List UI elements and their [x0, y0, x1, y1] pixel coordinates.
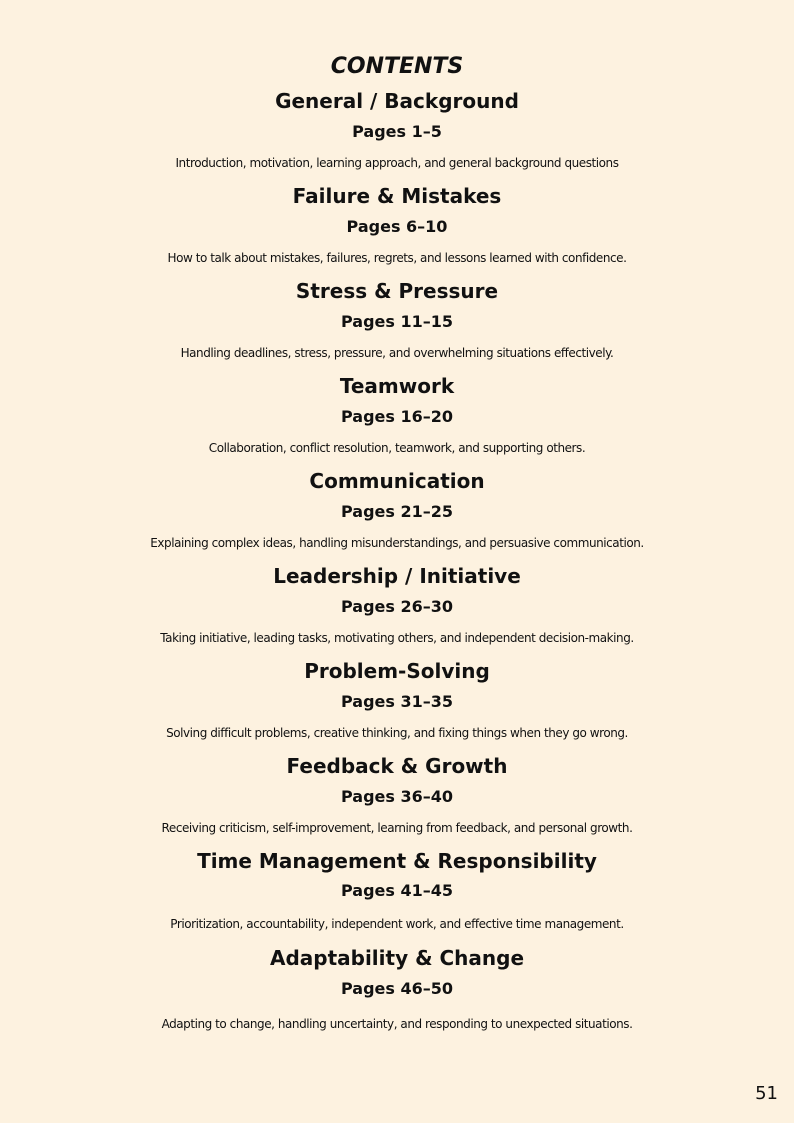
section-description: Solving difficult problems, creative thinking, and fixing things when they go wrong.: [166, 726, 628, 740]
section-page-range: Pages 16–20: [340, 407, 454, 426]
section-description: Taking initiative, leading tasks, motivating others, and independent decision-making.: [160, 631, 634, 645]
section-page-range: Pages 6–10: [346, 217, 448, 236]
section-heading: Feedback & Growth: [286, 754, 508, 778]
section-heading: Failure & Mistakes: [292, 184, 502, 208]
section-description: Handling deadlines, stress, pressure, and overwhelming situations effectively.: [180, 346, 614, 360]
section-description: Prioritization, accountability, independent work, and effective time management.: [170, 917, 624, 931]
section-page-range: Pages 41–45: [340, 881, 454, 900]
section-heading: Leadership / Initiative: [273, 564, 521, 588]
section-page-range: Pages 36–40: [340, 787, 454, 806]
section-page-range: Pages 11–15: [340, 312, 454, 331]
section-description: Introduction, motivation, learning approach, and general background questions: [175, 156, 619, 170]
section-heading: Time Management & Responsibility: [197, 849, 597, 873]
section-heading: Stress & Pressure: [295, 279, 499, 303]
section-heading: Communication: [309, 469, 485, 493]
section-description: Adapting to change, handling uncertainty, and responding to unexpected situations.: [161, 1017, 633, 1031]
section-description: Receiving criticism, self-improvement, learning from feedback, and personal growth.: [161, 821, 633, 835]
section-heading: General / Background: [275, 89, 519, 113]
section-page-range: Pages 46–50: [340, 979, 454, 998]
section-page-range: Pages 31–35: [340, 692, 454, 711]
section-page-range: Pages 21–25: [340, 502, 454, 521]
section-heading: Adaptability & Change: [269, 946, 525, 970]
section-page-range: Pages 26–30: [340, 597, 454, 616]
page-number: 51: [755, 1083, 778, 1104]
section-description: How to talk about mistakes, failures, regrets, and lessons learned with confidence.: [167, 251, 627, 265]
section-description: Collaboration, conflict resolution, teamwork, and supporting others.: [208, 441, 586, 455]
section-page-range: Pages 1–5: [352, 122, 442, 141]
section-heading: Problem-Solving: [304, 659, 490, 683]
section-heading: Teamwork: [339, 374, 455, 398]
section-description: Explaining complex ideas, handling misunderstandings, and persuasive communication.: [150, 536, 644, 550]
page-title: CONTENTS: [330, 54, 464, 79]
